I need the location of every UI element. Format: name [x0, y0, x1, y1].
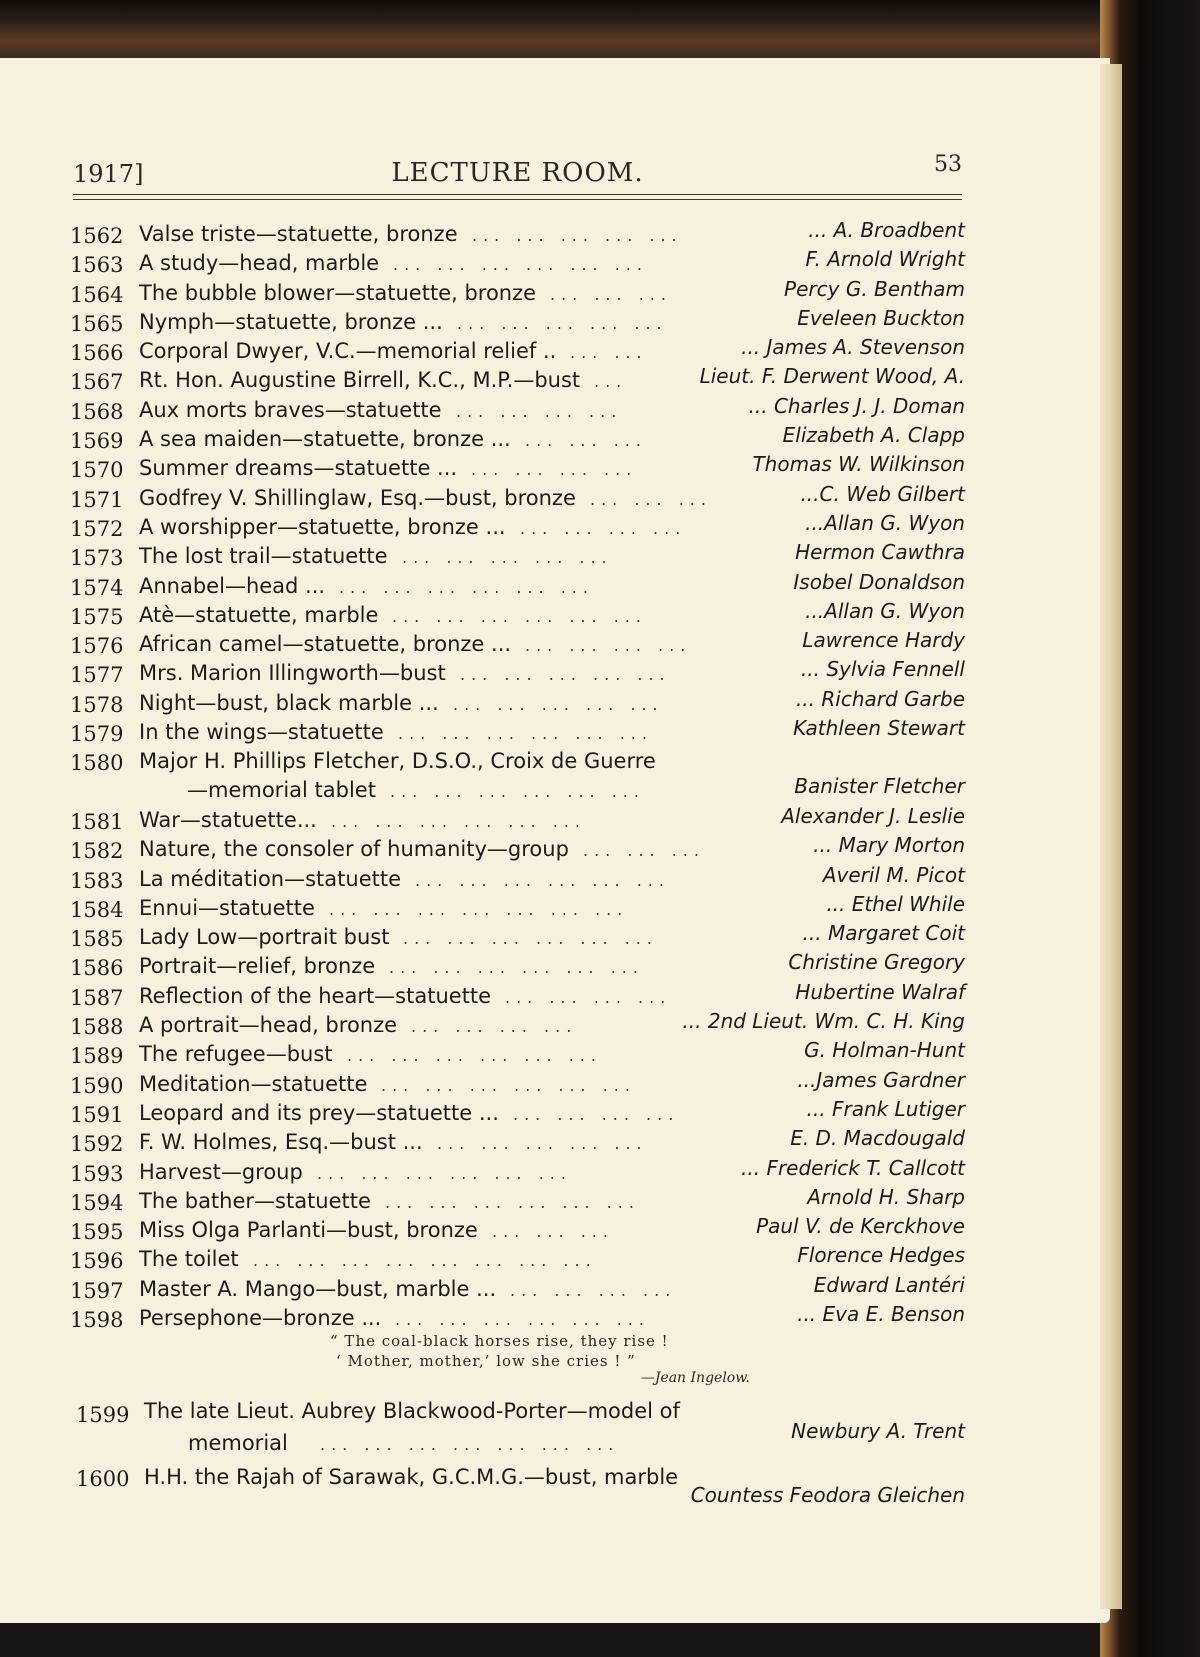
dot-leader: ... ... [570, 343, 648, 363]
entry-number: 1567 [70, 370, 124, 395]
entry-description: War—statuette... [139, 807, 317, 832]
list-item [70, 510, 965, 542]
list-item [70, 1155, 965, 1187]
dot-leader: ... ... ... ... ... ... [339, 577, 594, 597]
dot-leader: ... ... ... ... ... ... ... [329, 899, 629, 919]
entry-description: Annabel—head ... [139, 573, 326, 598]
list-item [70, 979, 965, 1011]
list-item [70, 569, 965, 601]
dot-leader: ... ... ... ... ... ... [381, 1075, 636, 1095]
entry-artist: ... Charles J. J. Doman [748, 393, 965, 418]
entry-description: A portrait—head, bronze [139, 1013, 398, 1038]
entry-artist: ...James Gardner [797, 1067, 965, 1092]
dot-leader: ... ... ... ... ... [457, 313, 668, 333]
dot-leader: ... ... ... [550, 284, 672, 304]
entry-artist: E. D. Macdougald [790, 1126, 965, 1151]
entry-description: Ennui—statuette [139, 895, 315, 920]
entry-number: 1583 [70, 868, 124, 893]
entry-artist: Elizabeth A. Clapp [782, 423, 965, 448]
list-item [70, 1457, 965, 1517]
entry-number: 1574 [70, 575, 124, 600]
quotation [330, 1332, 750, 1386]
entry-number: 1594 [70, 1190, 124, 1215]
entry-artist: ... Frank Lutiger [806, 1096, 965, 1121]
entry-artist: ...C. Web Gilbert [800, 481, 965, 506]
entry-artist: F. Arnold Wright [805, 247, 965, 272]
entry-artist: Thomas W. Wilkinson [752, 452, 965, 477]
entry-number: 1582 [70, 839, 124, 864]
entry-number: 1597 [70, 1278, 124, 1303]
list-item [70, 1040, 965, 1069]
dot-leader: ... ... ... ... ... ... [390, 782, 645, 802]
list-item [70, 1096, 965, 1128]
entry-description-continued: —memorial tablet [187, 778, 376, 803]
dot-leader: ... ... ... ... [525, 636, 692, 656]
entry-artist: ...Allan G. Wyon [805, 510, 965, 535]
dot-leader: ... ... ... ... ... ... [385, 1192, 640, 1212]
entry-description: The bather—statuette [139, 1188, 371, 1213]
entry-number: 1581 [70, 809, 124, 834]
dot-leader: ... ... ... ... ... ... [403, 929, 658, 949]
entry-number: 1568 [70, 399, 124, 424]
list-item [70, 249, 965, 278]
entry-number: 1580 [70, 751, 124, 776]
entry-description: Atè—statuette, marble [139, 602, 379, 627]
dot-leader: ... ... ... ... [510, 1280, 677, 1300]
entry-number: 1587 [70, 985, 124, 1010]
list-item [70, 803, 965, 835]
entry-description: Lady Low—portrait bust [139, 925, 390, 950]
list-item [70, 454, 965, 483]
dot-leader: ... ... ... ... [520, 518, 687, 538]
list-item [70, 891, 965, 923]
entry-number: 1593 [70, 1161, 124, 1186]
entry-number: 1598 [70, 1307, 124, 1332]
dot-leader: ... ... ... ... ... ... [392, 606, 647, 626]
entry-artist: ... Sylvia Fennell [800, 657, 965, 682]
entry-artist: Countess Feodora Gleichen [690, 1483, 965, 1507]
entry-artist: Christine Gregory [788, 950, 965, 975]
page-title: LECTURE ROOM. [391, 158, 644, 188]
entry-artist: ... A. Broadbent [808, 218, 965, 242]
list-item [70, 542, 965, 571]
entry-description: Miss Olga Parlanti—bust, bronze [139, 1218, 478, 1243]
dot-leader: ... ... ... ... ... ... [389, 958, 644, 978]
entry-description: Harvest—group [139, 1159, 303, 1184]
header-rule-top [73, 194, 962, 195]
entry-description: The late Lieut. Aubrey Blackwood-Porter—model of [144, 1399, 680, 1423]
dot-leader: ... ... ... [525, 431, 647, 451]
list-item [70, 1011, 965, 1040]
list-item [70, 305, 965, 337]
dot-leader: ... ... ... ... [411, 1017, 578, 1037]
entry-description: Master A. Mango—bust, marble ... [139, 1276, 497, 1301]
entry-artist: ... Eva E. Benson [797, 1301, 965, 1326]
dot-leader: ... ... ... ... ... [453, 694, 664, 714]
entry-artist: Lieut. F. Derwent Wood, A. [699, 364, 965, 389]
entry-artist: Percy G. Bentham [784, 276, 965, 301]
entry-artist: Kathleen Stewart [793, 716, 965, 741]
entry-artist: ... Margaret Coit [802, 921, 965, 946]
dot-leader: ... ... ... ... [505, 987, 672, 1007]
entry-number: 1591 [70, 1102, 124, 1127]
entry-artist: Alexander J. Leslie [781, 803, 965, 828]
list-item [70, 952, 965, 981]
list-item [70, 1387, 965, 1455]
list-item [70, 659, 965, 688]
entry-artist: Lawrence Hardy [802, 628, 965, 653]
entry-number: 1599 [76, 1403, 130, 1427]
dot-leader: ... ... ... ... [513, 1104, 680, 1124]
entry-description: H.H. the Rajah of Sarawak, G.C.M.G.—bust, marble [144, 1465, 679, 1489]
list-item [70, 1184, 965, 1216]
entry-artist: Newbury A. Trent [791, 1419, 965, 1443]
entry-number: 1562 [70, 224, 124, 248]
dot-leader: ... ... ... ... ... ... [398, 724, 653, 744]
list-item [70, 481, 965, 513]
entry-artist: ... James A. Stevenson [741, 335, 965, 360]
entry-number: 1563 [70, 253, 124, 278]
dot-leader: ... ... ... ... ... ... [347, 1046, 602, 1066]
entry-description: Reflection of the heart—statuette [139, 983, 492, 1008]
list-item [70, 276, 965, 308]
entry-artist: ... Ethel While [826, 891, 965, 916]
page-edge [1100, 64, 1122, 1609]
entry-description-continued: memorial [188, 1431, 288, 1455]
entry-artist: ... Mary Morton [813, 833, 965, 858]
entry-artist: Florence Hedges [797, 1243, 965, 1268]
list-item [70, 1067, 965, 1099]
list-item [70, 1272, 965, 1304]
entry-number: 1596 [70, 1249, 124, 1274]
entry-number: 1569 [70, 429, 124, 454]
entry-artist: Hubertine Walraf [795, 979, 965, 1004]
entry-artist: Paul V. de Kerckhove [756, 1214, 965, 1239]
entry-number: 1585 [70, 927, 124, 952]
entry-description: Valse triste—statuette, bronze [139, 222, 458, 246]
dot-leader: ... ... ... ... ... [402, 548, 613, 568]
dot-leader: ... ... ... ... ... ... ... [320, 1435, 620, 1454]
dot-leader: ... ... ... ... ... [472, 226, 683, 245]
list-item [70, 1301, 965, 1333]
entry-description: African camel—statuette, bronze ... [139, 632, 512, 657]
list-item [70, 630, 965, 659]
entry-number: 1564 [70, 282, 124, 307]
dot-leader: ... ... ... [492, 1222, 614, 1242]
entry-artist: ... Frederick T. Callcott [741, 1155, 965, 1180]
entry-description: La méditation—statuette [139, 866, 402, 891]
list-item [70, 1128, 965, 1157]
list-item [70, 686, 965, 718]
entry-number: 1592 [70, 1132, 124, 1157]
entry-description: Nature, the consoler of humanity—group [139, 837, 569, 862]
page-number: 53 [934, 152, 962, 177]
entry-number: 1600 [76, 1467, 130, 1491]
late-entries [70, 1387, 965, 1507]
entry-description: In the wings—statuette [139, 720, 384, 745]
list-item [70, 425, 965, 454]
entry-number: 1595 [70, 1220, 124, 1245]
entry-description: Leopard and its prey—statuette ... [139, 1100, 499, 1125]
entry-description: Rt. Hon. Augustine Birrell, K.C., M.P.—bust [139, 368, 581, 393]
list-item [70, 1216, 965, 1245]
dot-leader: ... ... ... ... ... ... [331, 811, 586, 831]
entry-number: 1570 [70, 458, 124, 483]
dot-leader: ... ... ... ... ... [460, 665, 671, 685]
entry-number: 1576 [70, 634, 124, 659]
dot-leader: ... ... ... ... ... ... [415, 870, 670, 890]
entry-artist: Isobel Donaldson [793, 569, 965, 594]
entry-number: 1588 [70, 1015, 124, 1040]
entry-description: The lost trail—statuette [139, 544, 388, 569]
entry-number: 1573 [70, 546, 124, 571]
entry-number: 1572 [70, 516, 124, 541]
entry-number: 1589 [70, 1044, 124, 1069]
quote-line-2: ‘ Mother, mother,’ low she cries ! ” [336, 1352, 636, 1370]
entry-number: 1584 [70, 897, 124, 922]
entry-number: 1575 [70, 604, 124, 629]
dot-leader: ... ... ... ... ... ... [317, 1163, 572, 1183]
entry-description: A worshipper—statuette, bronze ... [139, 514, 506, 539]
dot-leader: ... ... ... [590, 489, 712, 509]
entry-number: 1571 [70, 487, 124, 512]
entry-artist: ...Allan G. Wyon [805, 598, 965, 623]
list-item [70, 718, 965, 747]
list-item [70, 1245, 965, 1274]
entry-description: The bubble blower—statuette, bronze [139, 280, 537, 305]
dot-leader: ... ... ... ... ... ... [393, 255, 648, 275]
entry-artist: Arnold H. Sharp [807, 1184, 965, 1209]
entry-description: Mrs. Marion Illingworth—bust [139, 661, 446, 686]
entry-description: Summer dreams—statuette ... [139, 456, 458, 481]
list-item [70, 393, 965, 425]
entry-artist: Averil M. Picot [822, 862, 965, 887]
entry-artist: Edward Lantéri [813, 1272, 965, 1297]
dot-leader: ... ... ... [583, 841, 705, 861]
entry-description: Corporal Dwyer, V.C.—memorial relief .. [139, 339, 557, 364]
entry-artist: Eveleen Buckton [797, 305, 965, 330]
entry-description: Major H. Phillips Fletcher, D.S.O., Croix de Guerre [139, 749, 656, 774]
header-year: 1917] [73, 160, 144, 188]
entry-artist: Hermon Cawthra [795, 540, 965, 565]
entry-description: The toilet [139, 1247, 239, 1272]
entry-description: Aux morts braves—statuette [139, 397, 442, 422]
header-rule-bottom [73, 199, 962, 200]
list-item [70, 747, 965, 806]
entry-artist: ... Richard Garbe [795, 686, 965, 711]
entry-description: Persephone—bronze ... [139, 1305, 382, 1330]
list-item [70, 598, 965, 630]
entry-description: A study—head, marble [139, 251, 380, 276]
entry-description: The refugee—bust [139, 1042, 333, 1067]
book-top-edge [0, 0, 1200, 58]
quote-line-1: “ The coal-black horses rise, they rise ! [330, 1332, 669, 1350]
list-item [70, 862, 965, 894]
entry-number: 1590 [70, 1073, 124, 1098]
entry-number: 1579 [70, 722, 124, 747]
list-item [70, 366, 965, 395]
entry-description: Portrait—relief, bronze [139, 954, 376, 979]
entry-number: 1577 [70, 663, 124, 688]
entry-description: Night—bust, black marble ... [139, 690, 439, 715]
dot-leader: ... ... ... ... [456, 401, 623, 421]
entry-number: 1566 [70, 341, 124, 366]
entry-description: F. W. Holmes, Esq.—bust ... [139, 1130, 423, 1155]
entry-description: Nymph—statuette, bronze ... [139, 309, 443, 334]
entry-artist: Banister Fletcher [794, 774, 965, 799]
dot-leader: ... ... ... ... ... ... ... ... [253, 1251, 597, 1271]
entry-artist: ... 2nd Lieut. Wm. C. H. King [682, 1009, 965, 1034]
list-item [70, 923, 965, 952]
entry-description: Meditation—statuette [139, 1071, 368, 1096]
entry-description: A sea maiden—statuette, bronze ... [139, 427, 511, 452]
entry-number: 1565 [70, 311, 124, 336]
list-item [70, 337, 965, 366]
page-header [73, 152, 962, 192]
list-item [70, 835, 965, 864]
dot-leader: ... ... ... ... [471, 460, 638, 480]
dot-leader: ... ... ... ... ... ... [395, 1309, 650, 1329]
entry-artist: G. Holman-Hunt [804, 1038, 965, 1063]
catalogue-list [70, 220, 965, 1333]
dot-leader: ... [594, 372, 628, 392]
entry-description: Godfrey V. Shillinglaw, Esq.—bust, bronze [139, 485, 576, 510]
list-item [70, 220, 965, 249]
entry-number: 1578 [70, 692, 124, 717]
quote-source: —Jean Ingelow. [640, 1370, 750, 1386]
dot-leader: ... ... ... ... ... [437, 1134, 648, 1154]
entry-number: 1586 [70, 956, 124, 981]
